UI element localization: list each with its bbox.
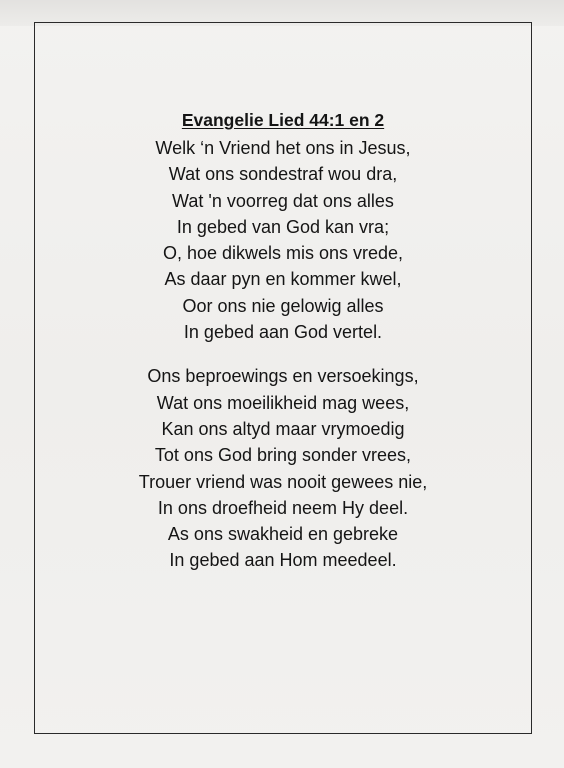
stanza-divider (35, 345, 531, 363)
stanza-2 (35, 363, 531, 573)
stanza-1-line: In gebed van God kan vra; (176, 216, 390, 237)
stanza-2-line: Trouer vriend was nooit gewees nie, (138, 471, 428, 492)
stanza-1-line: O, hoe dikwels mis ons vrede, (162, 243, 404, 264)
stanza-1-line: In gebed aan God vertel. (183, 322, 383, 343)
stanza-1-line: Welk ‘n Vriend het ons in Jesus, (155, 138, 411, 158)
stanza-1-line: Oor ons nie gelowig alles (182, 295, 384, 316)
hymn-title: Evangelie Lied 44:1 en 2 (181, 110, 385, 130)
stanza-1-line: Wat ons sondestraf wou dra, (168, 164, 398, 185)
stanza-2-line: As ons swakheid en gebreke (167, 524, 399, 545)
stanza-2-line: In gebed aan Hom meedeel. (169, 550, 397, 571)
stanza-2-line: Tot ons God bring sonder vrees, (154, 445, 412, 466)
stanza-2-line: Wat ons moeilikheid mag wees, (156, 392, 410, 413)
stanza-1 (35, 135, 531, 345)
page-border-frame (34, 22, 532, 734)
stanza-2-line: Kan ons altyd maar vrymoedig (161, 418, 405, 439)
stanza-1-line: As daar pyn en kommer kwel, (164, 269, 402, 290)
hymn-text (35, 109, 531, 574)
stanza-2-line: In ons droefheid neem Hy deel. (157, 497, 409, 518)
stanza-1-line: Wat 'n voorreg dat ons alles (172, 190, 394, 211)
stanza-2-line: Ons beproewings en versoekings, (147, 366, 419, 387)
